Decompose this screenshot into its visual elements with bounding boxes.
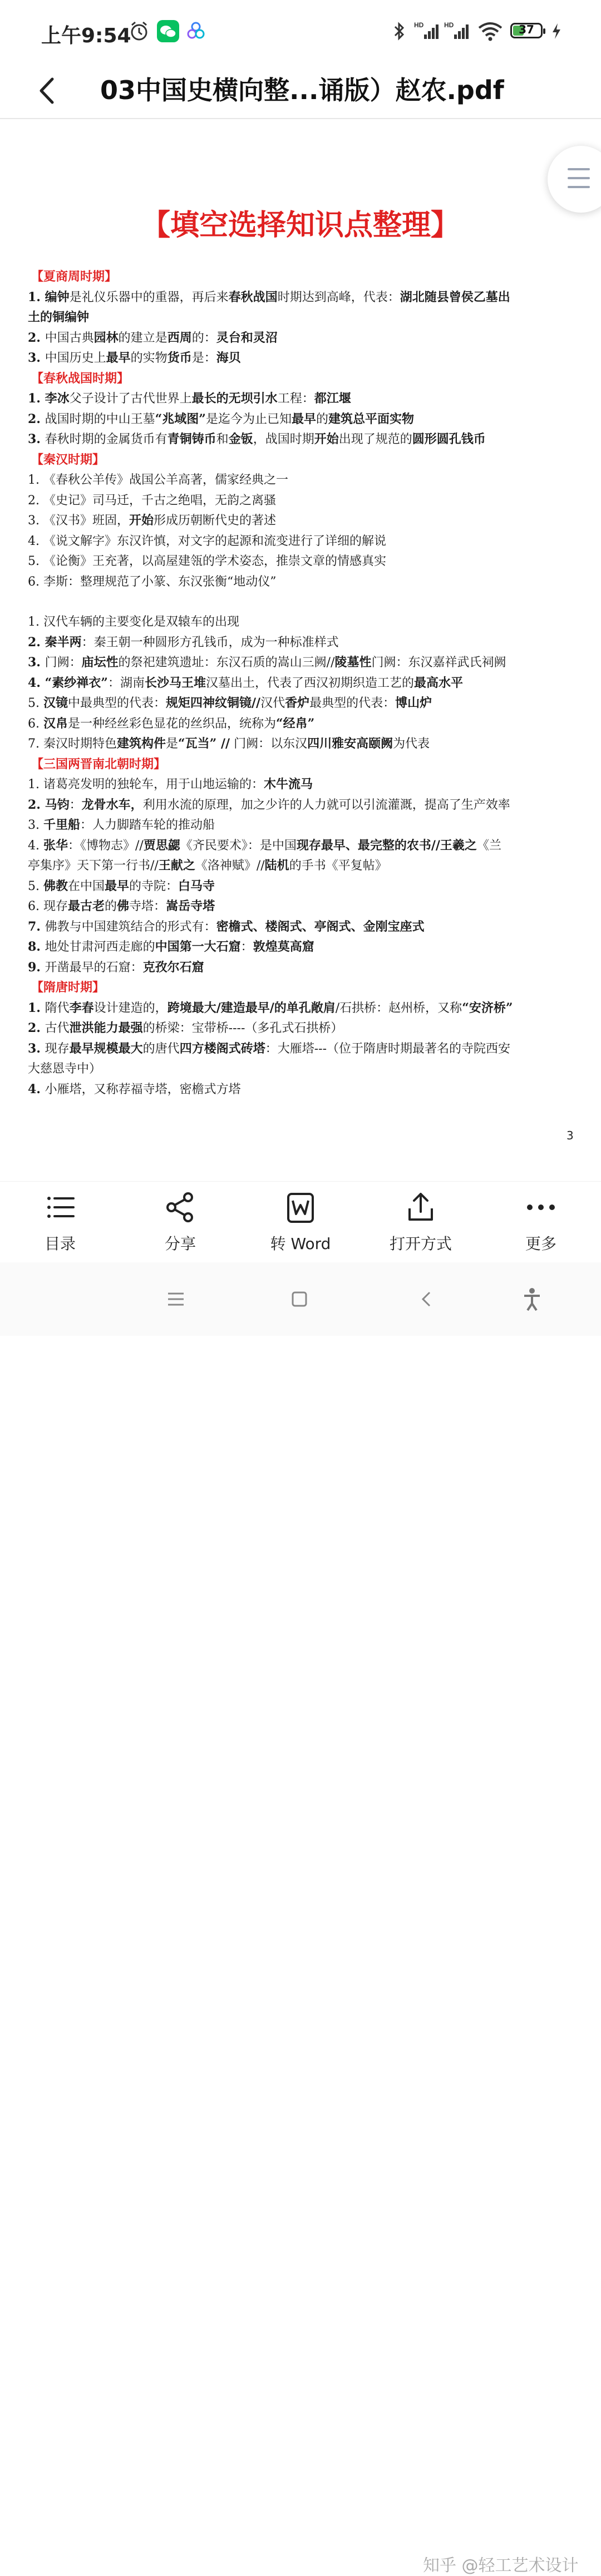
text-segment: 3. — [28, 818, 43, 832]
text-segment: 2. — [28, 1021, 45, 1035]
text-segment: 利用水流的原理，加之少许的人力就可以引流灌溉，提高了生产效率 — [142, 798, 510, 812]
list-item — [28, 1019, 579, 1036]
cellular-signal-2-icon — [444, 20, 470, 42]
text-segment: 最典型的代表： — [309, 696, 396, 710]
toolbar-open-with-button[interactable] — [382, 1189, 460, 1256]
wechat-icon — [157, 20, 179, 42]
list-item — [28, 937, 579, 955]
text-segment: 佛 — [117, 899, 130, 913]
list-item — [28, 815, 579, 833]
text-segment: 敦煌莫高窟 — [253, 940, 314, 954]
text-segment: 汉帛 — [43, 716, 68, 731]
text-segment: 庙坛性 — [81, 655, 119, 670]
text-segment: 陆机 — [264, 858, 289, 873]
text-segment: 最早 — [106, 351, 131, 365]
text-segment: 2. — [28, 635, 45, 650]
text-segment: 张华 — [43, 838, 68, 853]
text-segment: 现存 — [45, 1041, 70, 1056]
text-segment: “安济桥” — [462, 1000, 513, 1015]
home-icon[interactable] — [288, 1288, 311, 1310]
alarm-icon — [129, 20, 149, 42]
text-segment: 2. — [28, 797, 45, 812]
text-segment: 秦汉时期特色 — [43, 737, 117, 751]
text-segment: 7. — [28, 919, 45, 934]
list-item — [28, 511, 579, 528]
text-segment: 贾思勰 — [143, 838, 180, 853]
list-item — [28, 288, 579, 305]
text-segment: 开始 — [314, 432, 339, 446]
text-segment: 的桥梁：宝带桥----（多孔式石拱桥） — [142, 1021, 343, 1035]
text-segment: 设计建造的， — [93, 1001, 168, 1015]
text-segment: 海贝 — [216, 351, 241, 365]
text-segment: 最早 — [291, 411, 316, 426]
pdf-page-heading: 【填空选择知识点整理】 — [141, 208, 460, 242]
text-segment: 李春 — [69, 1000, 94, 1015]
svg-text:HD: HD — [444, 21, 454, 29]
text-segment: 最早规模最大 — [69, 1041, 143, 1056]
text-segment: 《汉书》班固， — [43, 514, 129, 528]
text-segment: 中国第一大石窟 — [155, 940, 241, 954]
section-heading: 【秦汉时期】 — [31, 452, 105, 467]
text-segment: 《齐民要术》：是中国 — [180, 838, 297, 853]
text-segment: 是迄今为止已知 — [205, 412, 292, 426]
cloud-app-icon — [186, 20, 206, 42]
toolbar-more-button[interactable] — [502, 1189, 580, 1256]
text-segment: 《说文解字》东汉许慎，对文字的起源和流变进行了详细的解说 — [43, 534, 386, 548]
text-segment: 大慈恩寺中） — [28, 1062, 102, 1076]
list-item — [28, 1080, 579, 1097]
text-segment: 的唐代 — [142, 1041, 180, 1056]
bottom-toolbar — [0, 1181, 601, 1263]
text-segment: 最早 — [105, 878, 130, 893]
text-segment: 马钧 — [45, 797, 70, 812]
text-segment: 最长的无坝引水 — [191, 391, 278, 406]
text-segment: 《兰 — [476, 838, 501, 853]
toolbar-catalog-button[interactable] — [21, 1189, 99, 1256]
list-item — [28, 633, 579, 650]
text-segment: 开始 — [129, 513, 154, 528]
text-segment: 王献之 — [158, 858, 195, 873]
section-heading: 【春秋战国时期】 — [31, 371, 130, 386]
list-icon — [42, 1189, 78, 1225]
text-segment: 1. — [28, 615, 43, 629]
toolbar-label: 分享 — [164, 1235, 196, 1253]
list-item — [28, 856, 579, 873]
list-item — [28, 775, 579, 792]
text-segment: 门阙：东汉嘉祥武氏祠阙 — [371, 656, 506, 670]
text-segment: 是一种经丝彩色显花的丝织品，统称为 — [68, 716, 277, 731]
text-segment: 父子设计了古代世界上 — [69, 392, 192, 406]
word-convert-icon — [283, 1189, 318, 1225]
text-segment: 规矩四神纹铜镜// — [166, 696, 261, 710]
text-segment: 嵩岳寺塔 — [166, 899, 215, 913]
text-segment: 3. — [28, 514, 43, 528]
text-segment: 5. — [28, 879, 43, 893]
title-bar — [0, 65, 601, 119]
text-segment: 是 — [166, 737, 179, 751]
text-segment: 货币 — [167, 351, 192, 365]
text-segment: 现存最早、最完整的农书//王羲之 — [296, 838, 477, 853]
battery-level: 37 — [519, 23, 534, 36]
text-segment: 5. — [28, 554, 43, 568]
text-segment: 1. — [28, 391, 45, 406]
text-segment: 湖北随县曾侯乙墓出 — [400, 289, 510, 304]
text-segment: 隋代 — [45, 1001, 70, 1015]
list-item — [28, 674, 579, 691]
text-segment: 中最典型的代表： — [68, 696, 166, 710]
text-segment: 9. — [28, 960, 45, 975]
toolbar-label: 打开方式 — [389, 1235, 452, 1253]
list-item — [28, 1059, 579, 1076]
toolbar-label: 目录 — [44, 1235, 76, 1253]
text-segment: 4. — [28, 838, 43, 853]
text-segment: ： — [69, 798, 82, 812]
text-segment: 千里船 — [43, 818, 80, 832]
list-item — [28, 410, 579, 427]
list-item — [28, 836, 579, 853]
text-segment: 的： — [191, 331, 216, 345]
list-item — [28, 694, 579, 711]
text-segment: “素纱禅衣” — [45, 675, 108, 690]
battery-indicator — [510, 23, 543, 38]
text-segment: 3. — [28, 351, 45, 365]
text-segment: 的 — [105, 899, 117, 913]
text-segment: 的 — [316, 412, 329, 426]
text-segment: 开凿最早的石窟： — [45, 960, 143, 975]
text-segment: ：大雁塔---（位于隋唐时期最著名的寺院西安 — [265, 1041, 511, 1056]
text-segment: 地处甘肃河西走廊的 — [45, 940, 155, 954]
text-segment: 陵墓性 — [334, 655, 372, 670]
text-segment: 建筑总平面实物 — [328, 411, 415, 426]
list-item — [28, 653, 579, 670]
text-segment: 4. — [28, 1081, 45, 1097]
nav-back-icon[interactable] — [415, 1288, 437, 1310]
text-segment: 4. — [28, 534, 43, 548]
text-segment: 门阙： — [45, 656, 82, 670]
text-segment: ：湖南 — [107, 676, 145, 690]
text-segment: 小雁塔，又称荐福寺塔，密檐式方塔 — [45, 1082, 241, 1097]
text-segment: 汉镜 — [43, 696, 68, 710]
text-segment: 《史记》司马迁，千古之绝唱，无韵之离骚 — [43, 493, 276, 508]
text-segment: 8. — [28, 940, 45, 954]
text-segment: 博山炉 — [395, 696, 432, 710]
text-segment: 5. — [28, 696, 43, 710]
text-segment: 佛教 — [43, 878, 68, 893]
list-item — [28, 348, 579, 366]
text-segment: 白马寺 — [178, 878, 215, 893]
text-segment: 的实物 — [130, 351, 168, 365]
open-with-icon — [403, 1189, 439, 1225]
text-segment: 香炉 — [285, 696, 310, 710]
list-item — [28, 532, 579, 549]
text-segment: 时期达到高峰，代表： — [277, 290, 400, 304]
text-segment: “经帛” — [276, 716, 315, 731]
list-item — [28, 491, 579, 508]
text-segment: 是： — [191, 351, 216, 365]
text-segment: 3. — [28, 1041, 45, 1056]
system-nav-bar — [0, 1262, 601, 2575]
text-segment: 汉代 — [260, 696, 285, 710]
text-segment: 6. — [28, 899, 43, 913]
list-item — [28, 389, 579, 406]
list-item — [28, 917, 579, 935]
text-segment: 工程： — [277, 392, 314, 406]
text-segment: 汉墓出土，代表了西汉初期织造工艺的 — [205, 676, 414, 690]
text-segment: 在中国 — [68, 879, 105, 893]
text-segment: 《论衡》王充著，以高屋建瓴的学术姿态，推崇文章的情感真实 — [43, 554, 386, 568]
toolbar-label: 更多 — [525, 1235, 556, 1253]
list-item — [28, 1039, 579, 1056]
text-segment: 1. — [28, 473, 43, 487]
accessibility-icon[interactable] — [521, 1287, 543, 1311]
section-heading: 【三国两晋南北朝时期】 — [31, 756, 166, 771]
text-segment: 2. — [28, 330, 45, 345]
list-item — [28, 552, 579, 569]
list-item — [28, 612, 579, 630]
status-time: 上午9:54 — [41, 24, 131, 47]
list-item — [28, 795, 579, 813]
text-segment: 7. — [28, 737, 43, 751]
text-segment: 青铜铸币 — [167, 432, 216, 446]
svg-text:HD: HD — [414, 21, 424, 29]
list-item — [28, 572, 579, 589]
text-segment: 灵台和灵沼 — [216, 330, 278, 345]
text-segment: 4. — [28, 675, 45, 690]
text-segment: 建筑构件 — [117, 736, 166, 751]
text-segment: 3. — [28, 432, 45, 446]
text-segment: 密檐式、楼阁式、亭阁式、金刚宝座式 — [216, 919, 425, 934]
text-segment: 编钟 — [45, 289, 70, 304]
wifi-icon — [477, 20, 503, 42]
text-segment: 园林 — [93, 330, 119, 345]
list-item — [28, 470, 579, 488]
list-item — [28, 897, 579, 914]
text-segment: ：《博物志》// — [68, 838, 144, 853]
text-segment: 2. — [28, 411, 45, 426]
text-segment: 泄洪能力最强 — [69, 1021, 143, 1035]
text-segment: 佛教与中国建筑结合的形式有： — [45, 920, 216, 934]
text-segment: 金钣 — [228, 432, 253, 446]
text-segment: 的手书《平复帖》 — [289, 859, 387, 873]
list-item — [28, 877, 579, 894]
text-segment: 的祭祀建筑遗址：东汉石质的嵩山三阙// — [118, 656, 335, 670]
charging-icon — [551, 20, 562, 42]
text-segment: 2. — [28, 493, 43, 508]
text-segment: 龙骨水车， — [81, 797, 143, 812]
text-segment: 1. — [28, 289, 45, 304]
status-bar — [0, 0, 601, 65]
text-segment: 古代 — [45, 1021, 70, 1035]
section-heading: 【隋唐时期】 — [31, 980, 105, 995]
text-segment: 中国古典 — [45, 331, 94, 345]
text-segment: 亭集序》天下第一行书// — [28, 859, 159, 873]
text-segment: 6. — [28, 574, 43, 589]
text-segment: 四方楼阁式砖塔 — [179, 1041, 265, 1056]
text-segment: 出现了规范的 — [338, 432, 412, 446]
recent-apps-icon[interactable] — [165, 1288, 187, 1310]
more-icon — [523, 1189, 559, 1225]
text-segment: 李冰 — [45, 391, 70, 406]
text-segment: 最古老 — [68, 899, 105, 913]
text-segment: “瓦当” // — [178, 736, 230, 751]
list-item — [28, 430, 579, 447]
text-segment: 1. — [28, 1000, 45, 1015]
toolbar-share-button[interactable] — [141, 1189, 219, 1256]
text-segment: ：人力脚踏车轮的推动船 — [80, 818, 215, 832]
section-heading: 【夏商周时期】 — [31, 269, 117, 284]
text-segment: 3. — [28, 655, 45, 670]
text-segment: 的寺院： — [129, 879, 179, 893]
text-segment: 长沙马王堆 — [144, 675, 206, 690]
page-number: 3 — [566, 1129, 574, 1142]
text-segment: ，战国时期 — [253, 432, 314, 446]
list-item — [28, 999, 579, 1016]
text-segment: 为代表 — [393, 737, 430, 751]
list-item — [28, 958, 579, 975]
text-segment: 是礼仪乐器中的重器，再后来 — [69, 290, 229, 304]
list-item — [28, 714, 579, 731]
text-segment: ： — [240, 940, 253, 954]
text-segment: 现存 — [43, 899, 68, 913]
back-arrow-icon[interactable] — [31, 71, 65, 110]
text-segment: 木牛流马 — [264, 777, 313, 792]
text-segment: 最高水平 — [414, 675, 464, 690]
share-icon — [162, 1189, 198, 1225]
text-segment: 寺塔： — [129, 899, 166, 913]
text-segment: 《洛神赋》// — [195, 859, 265, 873]
text-segment: 和 — [216, 432, 229, 446]
text-segment: 克孜尔石窟 — [142, 960, 204, 975]
toolbar-convert-word-button[interactable] — [262, 1189, 339, 1256]
text-segment: ：秦王朝一种圆形方孔钱币，成为一种标准样式 — [81, 635, 339, 650]
text-segment: 春秋时期的金属货币有 — [45, 432, 168, 446]
list-item — [28, 308, 579, 325]
text-segment: 四川雅安高颐阙 — [307, 736, 393, 751]
text-segment: 战国时期的中山王墓 — [45, 412, 155, 426]
text-segment: 都江堰 — [314, 391, 351, 406]
text-segment: 春秋战国 — [228, 289, 278, 304]
text-segment: 西周 — [167, 330, 192, 345]
text-segment: /石拱桥：赵州桥，又称 — [335, 1001, 462, 1015]
text-segment: 《春秋公羊传》战国公羊高著，儒家经典之一 — [43, 473, 288, 487]
list-item — [28, 328, 579, 346]
text-segment: 跨境最大/建造最早/的单孔敞肩 — [167, 1000, 336, 1015]
menu-icon — [568, 168, 590, 170]
watermark-text: 知乎 @轻工艺术设计 — [423, 2556, 579, 2575]
list-item — [28, 734, 579, 751]
text-segment: 中国历史上 — [45, 351, 106, 365]
text-segment: 形成历朝断代史的著述 — [154, 514, 277, 528]
text-segment: 秦半两 — [45, 635, 82, 650]
text-segment: “兆域图” — [155, 411, 206, 426]
document-title: 03中国史横向整...诵版）赵农.pdf — [100, 75, 504, 105]
text-segment: 1. — [28, 778, 43, 792]
text-segment: 汉代车辆的主要变化是双辕车的出现 — [43, 615, 239, 629]
text-segment: 门阙：以东汉 — [230, 737, 308, 751]
text-segment: 圆形圆孔钱币 — [412, 432, 486, 446]
bluetooth-icon — [393, 20, 406, 42]
text-segment: 李斯：整理规范了小篆、东汉张衡“地动仪” — [43, 574, 277, 589]
text-segment: 诸葛亮发明的独轮车，用于山地运输的： — [43, 778, 264, 792]
text-segment: 土的铜编钟 — [28, 310, 90, 325]
cellular-signal-icon — [414, 20, 440, 42]
toolbar-label: 转 Word — [270, 1235, 331, 1253]
text-segment: 6. — [28, 716, 43, 731]
text-segment: 的建立是 — [118, 331, 168, 345]
